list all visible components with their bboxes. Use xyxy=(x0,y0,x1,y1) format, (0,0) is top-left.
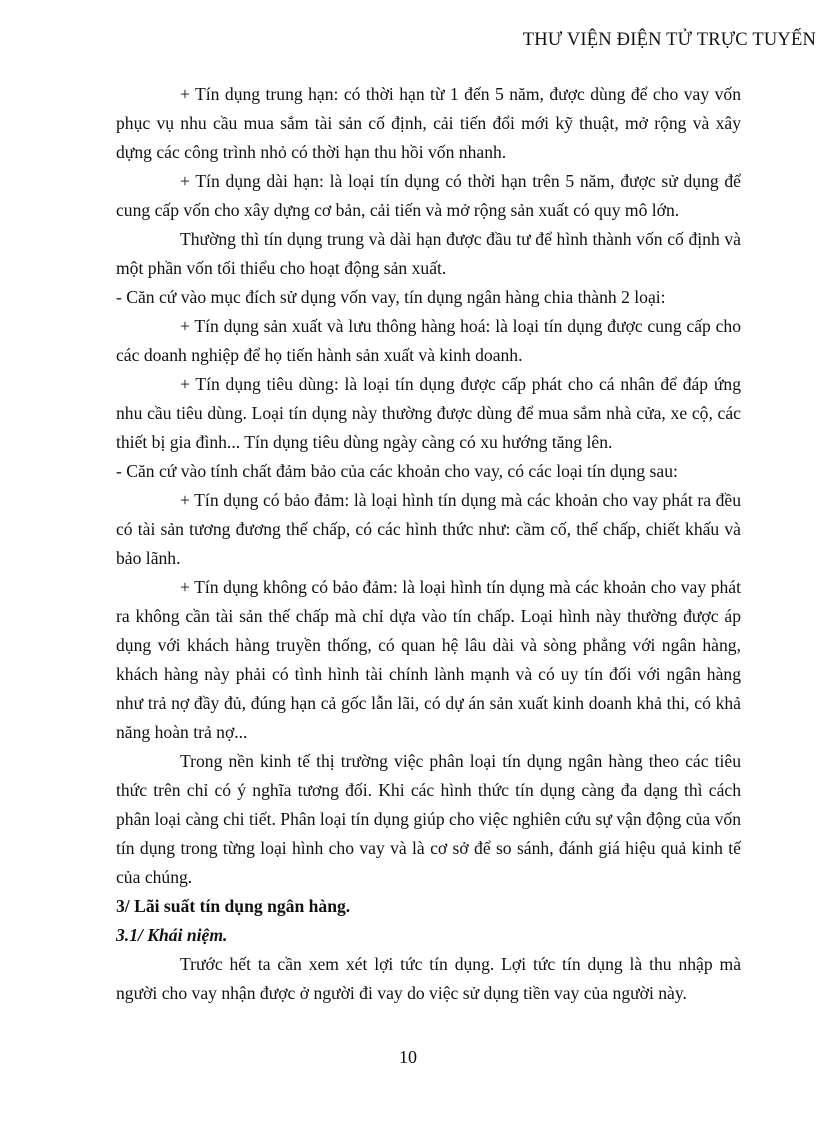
paragraph-long-term-credit: + Tín dụng dài hạn: là loại tín dụng có thời hạn trên 5 năm, được sử dụng để cung cấp vốn cho xây dựng cơ bản, cải tiến và mở rộng sản xuất có quy mô lớn. xyxy=(116,171,741,220)
paragraph-collateral-classification: - Căn cứ vào tính chất đảm bảo của các khoản cho vay, có các loại tín dụng sau: xyxy=(116,461,678,481)
running-header: THƯ VIỆN ĐIỆN TỬ TRỰC TUYẾN xyxy=(522,30,816,50)
paragraph-medium-term-credit: + Tín dụng trung hạn: có thời hạn từ 1 đến 5 năm, được dùng để cho vay vốn phục vụ nhu cầu mua sắm tài sản cố định, cải tiến đổi mới kỹ thuật, mở rộng và xây dựng các công trình nhỏ có thời hạn thu hồi vốn nhanh. xyxy=(116,84,741,162)
paragraph-market-economy: Trong nền kinh tế thị trường việc phân loại tín dụng ngân hàng theo các tiêu thức trên chỉ có ý nghĩa tương đối. Khi các hình thức tín dụng càng đa dạng thì cách phân loại càng chi tiết. Phân loại tín dụng giúp cho việc nghiên cứu sự vận động của vốn tín dụng trong từng loại hình cho vay và là cơ sở để so sánh, đánh giá hiệu quả kinh tế của chúng. xyxy=(116,751,741,887)
paragraph-purpose-classification: - Căn cứ vào mục đích sử dụng vốn vay, tín dụng ngân hàng chia thành 2 loại: xyxy=(116,287,666,307)
page-body xyxy=(116,80,741,1008)
section-heading: 3/ Lãi suất tín dụng ngân hàng. xyxy=(116,896,351,916)
paragraph-secured-credit: + Tín dụng có bảo đảm: là loại hình tín dụng mà các khoản cho vay phát ra đều có tài sản tương đương thế chấp, có các hình thức như: cầm cố, thế chấp, chiết khấu và bảo lãnh. xyxy=(116,490,741,568)
paragraph-consumer-credit: + Tín dụng tiêu dùng: là loại tín dụng được cấp phát cho cá nhân để đáp ứng nhu cầu tiêu dùng. Loại tín dụng này thường được dùng để mua sắm nhà cửa, xe cộ, các thiết bị gia đình... Tín dụng tiêu dùng ngày càng có xu hướng tăng lên. xyxy=(116,374,741,452)
paragraph-credit-interest: Trước hết ta cần xem xét lợi tức tín dụng. Lợi tức tín dụng là thu nhập mà người cho vay nhận được ở người đi vay do việc sử dụng tiền vay của người này. xyxy=(116,954,741,1003)
paragraph-unsecured-credit: + Tín dụng không có bảo đảm: là loại hình tín dụng mà các khoản cho vay phát ra không cần tài sản thế chấp mà chỉ dựa vào tín chấp. Loại hình này thường được áp dụng với khách hàng truyền thống, có quan hệ lâu dài và sòng phẳng với ngân hàng, khách hàng này phải có tình hình tài chính lành mạnh và có uy tín đối với ngân hàng như trả nợ đầy đủ, đúng hạn cả gốc lẫn lãi, có dự án sản xuất kinh doanh khả thi, có khả năng hoàn trả nợ... xyxy=(116,577,741,742)
paragraph-fixed-capital: Thường thì tín dụng trung và dài hạn được đầu tư để hình thành vốn cố định và một phần vốn tối thiểu cho hoạt động sản xuất. xyxy=(116,229,741,278)
page-number: 10 xyxy=(399,1047,417,1067)
paragraph-production-credit: + Tín dụng sản xuất và lưu thông hàng hoá: là loại tín dụng được cung cấp cho các doanh nghiệp để họ tiến hành sản xuất và kinh doanh. xyxy=(116,316,741,365)
subsection-heading: 3.1/ Khái niệm. xyxy=(116,925,228,945)
